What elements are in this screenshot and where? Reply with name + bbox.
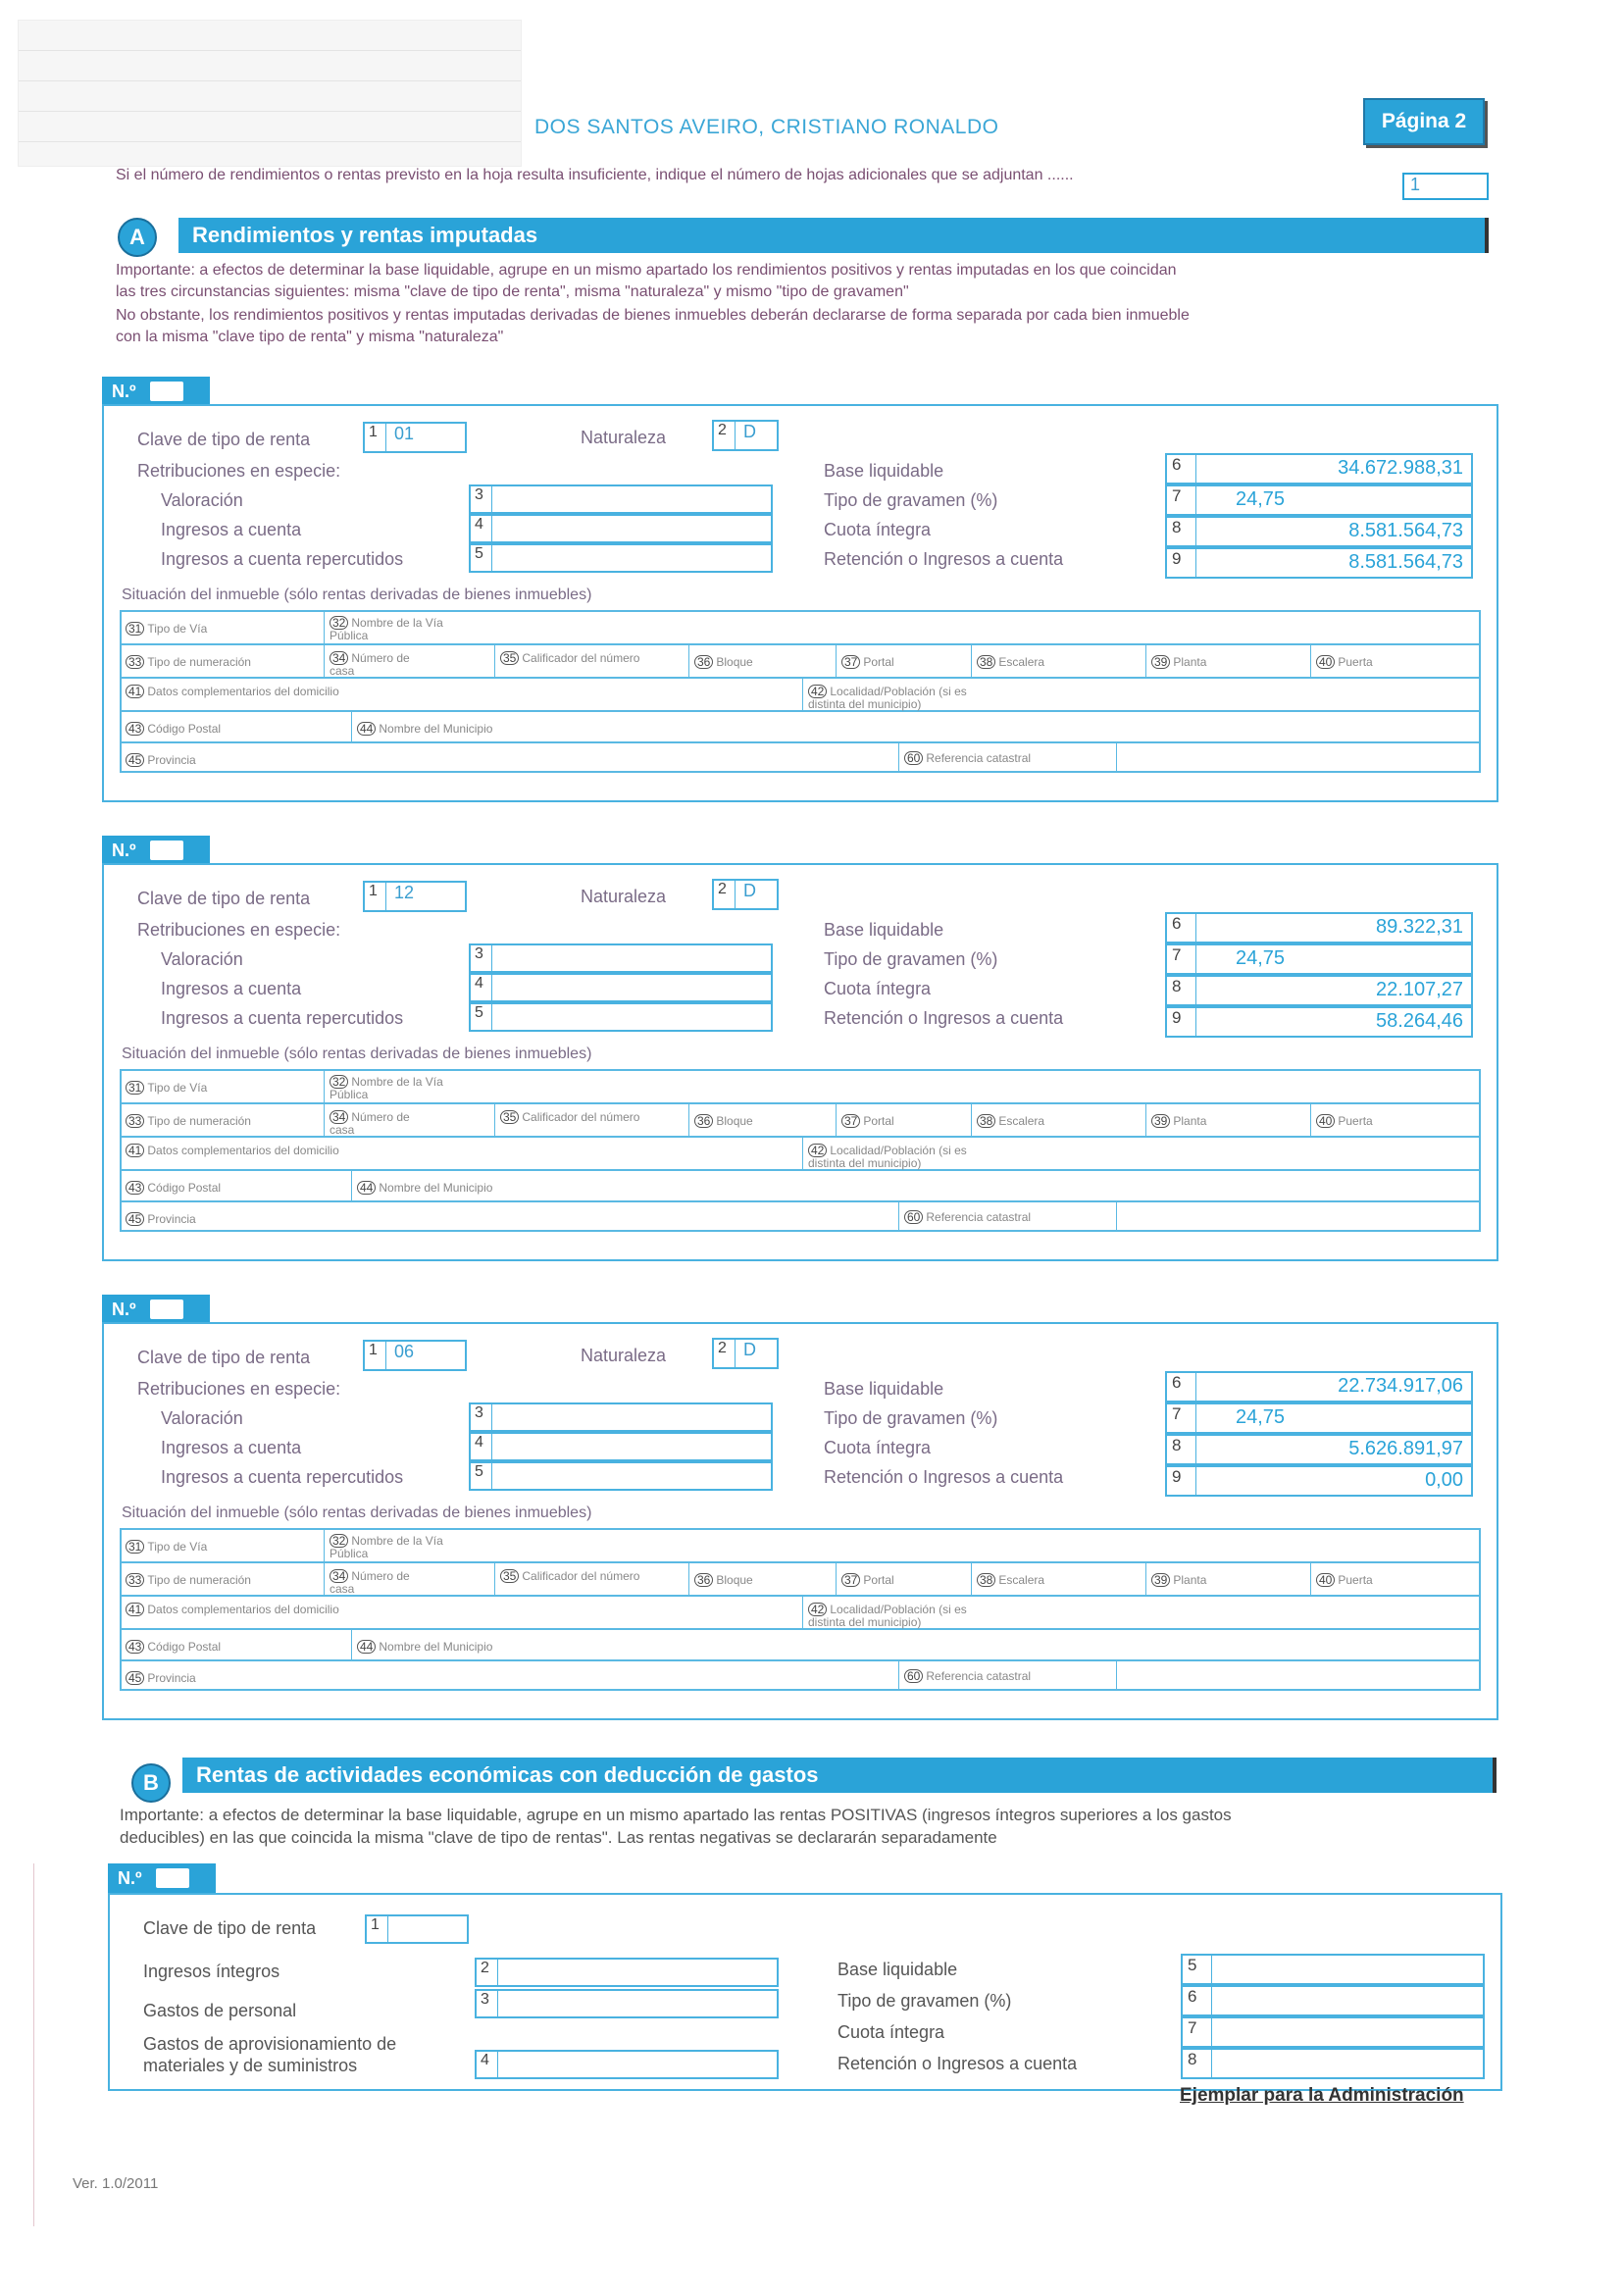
situacion-label: Situación del inmueble (sólo rentas derivadas de bienes inmuebles) [122, 1504, 592, 1521]
entry-panel [102, 1322, 1498, 1720]
field-45[interactable]: 45 Provincia [126, 1671, 196, 1685]
field-31[interactable]: 31 Tipo de Vía [126, 622, 207, 636]
ingresos-repercutidos-field[interactable]: 5 [469, 1002, 773, 1032]
valoracion-field[interactable]: 3 [469, 1402, 773, 1432]
clave-label-b: Clave de tipo de renta [143, 1918, 317, 1938]
extra-sheets-text: Si el número de rendimientos o rentas previsto en la hoja resulta insuficiente, indique el número de hojas adicionales que se adjuntan ...... [116, 167, 1074, 183]
ingresos-repercutidos-label: Ingresos a cuenta repercutidos [161, 1008, 404, 1028]
gastos-personal-label: Gastos de personal [143, 2001, 297, 2020]
inmueble-grid [120, 1069, 1481, 1232]
field-34[interactable]: 34 Número de casa [330, 1569, 410, 1596]
cuota-integra-field[interactable]: 8 22.107,27 [1165, 975, 1473, 1006]
cuota-integra-field-b[interactable]: 7 [1181, 2016, 1485, 2048]
tipo-gravamen-field[interactable]: 7 24,75 [1165, 943, 1473, 975]
entry-number-field[interactable] [150, 841, 183, 860]
ingresos-cuenta-label: Ingresos a cuenta [161, 979, 302, 998]
retencion-label: Retención o Ingresos a cuenta [824, 1008, 1064, 1028]
field-42[interactable]: 42 Localidad/Población (si es distinta del municipio) [808, 1603, 967, 1629]
section-a-letter: A [118, 218, 157, 257]
retencion-field[interactable]: 9 58.264,46 [1165, 1006, 1473, 1038]
field-35[interactable]: 35 Calificador del número [500, 651, 657, 665]
entry-number-field[interactable] [150, 382, 183, 401]
valoracion-label: Valoración [161, 1408, 243, 1428]
valoracion-field[interactable]: 3 [469, 484, 773, 514]
base-liquidable-label: Base liquidable [824, 461, 944, 481]
tipo-gravamen-label-b: Tipo de gravamen (%) [837, 1991, 1012, 2011]
field-37[interactable]: 37 Portal [841, 655, 894, 669]
ingresos-integros-label: Ingresos íntegros [143, 1962, 280, 1981]
field-38[interactable]: 38 Escalera [977, 655, 1044, 669]
section-b-note-2: deducibles) en las que coincida la misma "clave de tipo de rentas". Las rentas negativas se declararán separadamente [120, 1828, 997, 1847]
situacion-label: Situación del inmueble (sólo rentas derivadas de bienes inmuebles) [122, 586, 592, 603]
field-32[interactable]: 32 Nombre de la Vía Pública [330, 1075, 443, 1101]
cuota-integra-field[interactable]: 8 5.626.891,97 [1165, 1434, 1473, 1465]
gastos-personal-field[interactable]: 3 [475, 1989, 779, 2018]
cuota-integra-label-b: Cuota íntegra [837, 2022, 945, 2042]
cuota-integra-label: Cuota íntegra [824, 1438, 932, 1457]
field-38[interactable]: 38 Escalera [977, 1573, 1044, 1587]
entry-number-tab-b: N.º [108, 1863, 216, 1893]
copy-label: Ejemplar para la Administración [1180, 2085, 1464, 2106]
clave-field[interactable]: 1 06 [363, 1340, 467, 1371]
field-45[interactable]: 45 Provincia [126, 753, 196, 767]
valoracion-field[interactable]: 3 [469, 943, 773, 973]
ingresos-repercutidos-label: Ingresos a cuenta repercutidos [161, 549, 404, 569]
clave-label: Clave de tipo de renta [137, 1348, 311, 1367]
version-label: Ver. 1.0/2011 [73, 2175, 159, 2192]
margin-line [33, 1863, 34, 2226]
valoracion-label: Valoración [161, 949, 243, 969]
ingresos-repercutidos-label: Ingresos a cuenta repercutidos [161, 1467, 404, 1487]
field-32[interactable]: 32 Nombre de la Vía Pública [330, 1534, 443, 1560]
inmueble-grid [120, 1528, 1481, 1691]
retencion-field[interactable]: 9 8.581.564,73 [1165, 547, 1473, 579]
field-33[interactable]: 33 Tipo de numeración [126, 1114, 273, 1128]
field-31[interactable]: 31 Tipo de Vía [126, 1540, 207, 1554]
field-38[interactable]: 38 Escalera [977, 1114, 1044, 1128]
retencion-field-b[interactable]: 8 [1181, 2048, 1485, 2079]
field-41[interactable]: 41 Datos complementarios del domicilio [126, 1144, 351, 1157]
naturaleza-field[interactable]: 2 D [712, 1338, 779, 1369]
retencion-field[interactable]: 9 0,00 [1165, 1465, 1473, 1497]
field-41[interactable]: 41 Datos complementarios del domicilio [126, 685, 351, 698]
naturaleza-label: Naturaleza [581, 1346, 667, 1365]
section-b-note-1: Importante: a efectos de determinar la base liquidable, agrupe en un mismo apartado las rentas POSITIVAS (ingresos íntegros superiores a los gastos [120, 1806, 1232, 1824]
tipo-gravamen-field[interactable]: 7 24,75 [1165, 484, 1473, 516]
field-45[interactable]: 45 Provincia [126, 1212, 196, 1226]
field-60[interactable]: 60 Referencia catastral [904, 1210, 1031, 1224]
field-60[interactable]: 60 Referencia catastral [904, 1669, 1031, 1683]
extra-sheets-field[interactable]: 1 [1402, 173, 1489, 200]
valoracion-label: Valoración [161, 490, 243, 510]
field-43[interactable]: 43 Código Postal [126, 1181, 221, 1195]
retribuciones-label: Retribuciones en especie: [137, 461, 341, 481]
naturaleza-label: Naturaleza [581, 428, 667, 447]
field-40[interactable]: 40 Puerta [1316, 1573, 1373, 1587]
field-39[interactable]: 39 Planta [1151, 1114, 1206, 1128]
field-32[interactable]: 32 Nombre de la Vía Pública [330, 616, 443, 642]
field-42[interactable]: 42 Localidad/Población (si es distinta del municipio) [808, 1144, 967, 1170]
entry-number-field[interactable] [150, 1300, 183, 1319]
gastos-aprov-field[interactable]: 4 [475, 2050, 779, 2079]
naturaleza-label: Naturaleza [581, 887, 667, 906]
taxpayer-name: DOS SANTOS AVEIRO, CRISTIANO RONALDO [534, 116, 999, 138]
field-60[interactable]: 60 Referencia catastral [904, 751, 1031, 765]
inmueble-grid [120, 610, 1481, 773]
tipo-gravamen-label: Tipo de gravamen (%) [824, 1408, 998, 1428]
retencion-label-b: Retención o Ingresos a cuenta [837, 2054, 1078, 2073]
retribuciones-label: Retribuciones en especie: [137, 920, 341, 940]
clave-field[interactable]: 1 01 [363, 422, 467, 453]
section-a-note-1: Importante: a efectos de determinar la base liquidable, agrupe en un mismo apartado los rendimientos positivos y rentas imputadas en los que coincidan [116, 262, 1177, 279]
field-39[interactable]: 39 Planta [1151, 655, 1206, 669]
section-b-panel [108, 1893, 1502, 2091]
section-b-title: Rentas de actividades económicas con deducción de gastos [182, 1758, 1497, 1793]
ingresos-cuenta-label: Ingresos a cuenta [161, 1438, 302, 1457]
gastos-aprov-label-1: Gastos de aprovisionamiento de [143, 2034, 397, 2054]
ingresos-integros-field[interactable]: 2 [475, 1958, 779, 1987]
field-37[interactable]: 37 Portal [841, 1114, 894, 1128]
field-44[interactable]: 44 Nombre del Municipio [357, 1181, 492, 1195]
clave-label: Clave de tipo de renta [137, 430, 311, 449]
entry-panel [102, 863, 1498, 1261]
cuota-integra-field[interactable]: 8 8.581.564,73 [1165, 516, 1473, 547]
field-41[interactable]: 41 Datos complementarios del domicilio [126, 1603, 351, 1616]
field-40[interactable]: 40 Puerta [1316, 655, 1373, 669]
field-44[interactable]: 44 Nombre del Municipio [357, 1640, 492, 1654]
retencion-label: Retención o Ingresos a cuenta [824, 549, 1064, 569]
base-liquidable-field-b[interactable]: 5 [1181, 1954, 1485, 1985]
clave-label: Clave de tipo de renta [137, 889, 311, 908]
retribuciones-label: Retribuciones en especie: [137, 1379, 341, 1399]
field-43[interactable]: 43 Código Postal [126, 1640, 221, 1654]
naturaleza-field[interactable]: 2 D [712, 879, 779, 910]
entry-number-tab: N.º [102, 836, 210, 865]
clave-field-b[interactable]: 1 [365, 1914, 469, 1944]
gastos-aprov-label-2: materiales y de suministros [143, 2056, 358, 2075]
base-liquidable-field[interactable]: 6 89.322,31 [1165, 912, 1473, 943]
tipo-gravamen-label: Tipo de gravamen (%) [824, 490, 998, 510]
page-badge: Página 2 [1363, 98, 1485, 145]
field-31[interactable]: 31 Tipo de Vía [126, 1081, 207, 1095]
ingresos-cuenta-field[interactable]: 4 [469, 1432, 773, 1461]
field-40[interactable]: 40 Puerta [1316, 1114, 1373, 1128]
field-36[interactable]: 36 Bloque [694, 1573, 753, 1587]
field-36[interactable]: 36 Bloque [694, 655, 753, 669]
ingresos-repercutidos-field[interactable]: 5 [469, 543, 773, 573]
field-34[interactable]: 34 Número de casa [330, 1110, 410, 1137]
field-35[interactable]: 35 Calificador del número [500, 1110, 657, 1124]
ingresos-cuenta-field[interactable]: 4 [469, 514, 773, 543]
field-35[interactable]: 35 Calificador del número [500, 1569, 657, 1583]
section-a-note-3: No obstante, los rendimientos positivos y rentas imputadas derivadas de bienes inmuebles deberán declararse de forma separada por cada bien inmueble [116, 307, 1190, 324]
field-33[interactable]: 33 Tipo de numeración [126, 1573, 273, 1587]
field-34[interactable]: 34 Número de casa [330, 651, 410, 678]
clave-field[interactable]: 1 12 [363, 881, 467, 912]
base-liquidable-label: Base liquidable [824, 920, 944, 940]
base-liquidable-label-b: Base liquidable [837, 1960, 958, 1979]
field-33[interactable]: 33 Tipo de numeración [126, 655, 273, 669]
field-36[interactable]: 36 Bloque [694, 1114, 753, 1128]
tipo-gravamen-field-b[interactable]: 6 [1181, 1985, 1485, 2016]
naturaleza-field[interactable]: 2 D [712, 420, 779, 451]
field-42[interactable]: 42 Localidad/Población (si es distinta del municipio) [808, 685, 967, 711]
tipo-gravamen-field[interactable]: 7 24,75 [1165, 1402, 1473, 1434]
field-37[interactable]: 37 Portal [841, 1573, 894, 1587]
ingresos-cuenta-field[interactable]: 4 [469, 973, 773, 1002]
base-liquidable-label: Base liquidable [824, 1379, 944, 1399]
section-a-note-2: las tres circunstancias siguientes: misma "clave de tipo de renta", misma "naturaleza" y mismo "tipo de gravamen" [116, 283, 909, 300]
tipo-gravamen-label: Tipo de gravamen (%) [824, 949, 998, 969]
field-43[interactable]: 43 Código Postal [126, 722, 221, 736]
entry-number-tab: N.º [102, 1295, 210, 1324]
section-b-letter: B [131, 1763, 171, 1803]
ingresos-repercutidos-field[interactable]: 5 [469, 1461, 773, 1491]
base-liquidable-field[interactable]: 6 34.672.988,31 [1165, 453, 1473, 484]
cuota-integra-label: Cuota íntegra [824, 979, 932, 998]
cuota-integra-label: Cuota íntegra [824, 520, 932, 539]
situacion-label: Situación del inmueble (sólo rentas derivadas de bienes inmuebles) [122, 1045, 592, 1062]
redacted-area [18, 20, 522, 167]
entry-number-field[interactable] [156, 1868, 189, 1888]
entry-number-tab: N.º [102, 377, 210, 406]
section-a-note-4: con la misma "clave tipo de renta" y misma "naturaleza" [116, 329, 504, 345]
base-liquidable-field[interactable]: 6 22.734.917,06 [1165, 1371, 1473, 1402]
entry-panel [102, 404, 1498, 802]
field-44[interactable]: 44 Nombre del Municipio [357, 722, 492, 736]
field-39[interactable]: 39 Planta [1151, 1573, 1206, 1587]
ingresos-cuenta-label: Ingresos a cuenta [161, 520, 302, 539]
section-a-title: Rendimientos y rentas imputadas [178, 218, 1489, 253]
retencion-label: Retención o Ingresos a cuenta [824, 1467, 1064, 1487]
